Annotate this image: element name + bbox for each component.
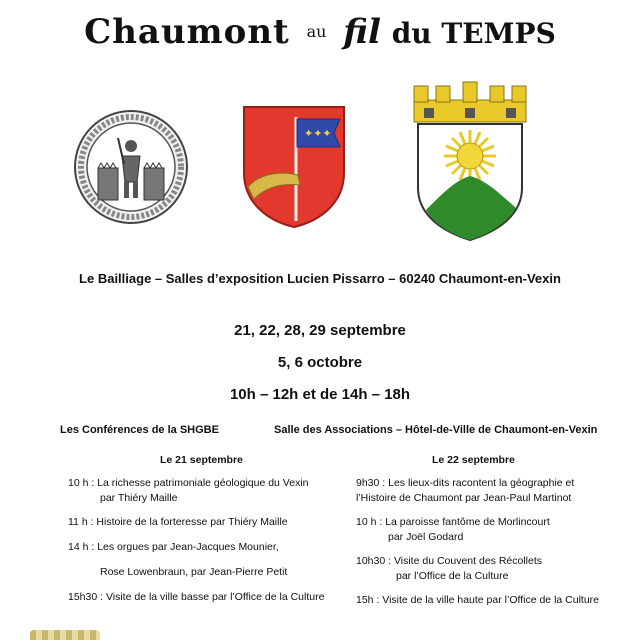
opening-hours: 10h – 12h et de 14h – 18h <box>229 386 411 403</box>
talk-22-2-speaker: par Joël Godard <box>388 531 464 543</box>
talk-21-1-speaker: par Thiéry Maille <box>100 492 178 504</box>
title-word-au: au <box>306 22 327 41</box>
talk-22-1: 9h30 : Les lieux-dits racontent la géographie et <box>356 477 575 489</box>
bottom-decoration <box>30 630 100 640</box>
day-22-september: Le 22 septembre <box>432 454 515 466</box>
svg-text:✦✦✦: ✦✦✦ <box>304 127 332 140</box>
sun-mountain-coat-of-arms-icon <box>404 80 536 242</box>
title-word-chaumont: Chaumont <box>84 12 290 52</box>
poster-title <box>0 12 640 52</box>
talk-21-1: 10 h : La richesse patrimoniale géologique du Vexin <box>68 477 309 489</box>
talk-21-4: 15h30 : Visite de la ville basse par l’Office de la Culture <box>68 591 325 603</box>
venue-address: Le Bailliage – Salles d’exposition Lucien Pissarro – 60240 Chaumont-en-Vexin <box>79 271 561 286</box>
talk-21-2: 11 h : Histoire de la forteresse par Thiéry Maille <box>68 516 288 528</box>
talk-22-3-speaker: par l’Office de la Culture <box>396 570 509 582</box>
dates-october: 5, 6 octobre <box>277 354 363 371</box>
talk-22-1-speaker: l’Histoire de Chaumont par Jean-Paul Martinot <box>356 492 572 504</box>
talk-22-3: 10h30 : Visite du Couvent des Récollets <box>356 555 543 567</box>
conferences-header: Les Conférences de la SHGBE <box>60 424 219 436</box>
talk-21-3-speakers: Rose Lowenbraun, par Jean-Pierre Petit <box>100 566 288 578</box>
talk-22-4: 15h : Visite de la ville haute par l’Office de la Culture <box>356 594 600 606</box>
red-coat-of-arms-icon <box>240 103 348 229</box>
title-word-du-temps: du TEMPS <box>391 17 556 50</box>
medieval-seal-icon <box>72 108 190 226</box>
day-21-september: Le 21 septembre <box>160 454 243 466</box>
dates-september: 21, 22, 28, 29 septembre <box>234 322 406 339</box>
talk-21-3: 14 h : Les orgues par Jean-Jacques Mounier, <box>68 541 279 553</box>
conferences-location: Salle des Associations – Hôtel-de-Ville de Chaumont-en-Vexin <box>274 424 598 436</box>
talk-22-2: 10 h : La paroisse fantôme de Morlincourt <box>356 516 550 528</box>
title-word-fil: fil <box>343 12 381 52</box>
